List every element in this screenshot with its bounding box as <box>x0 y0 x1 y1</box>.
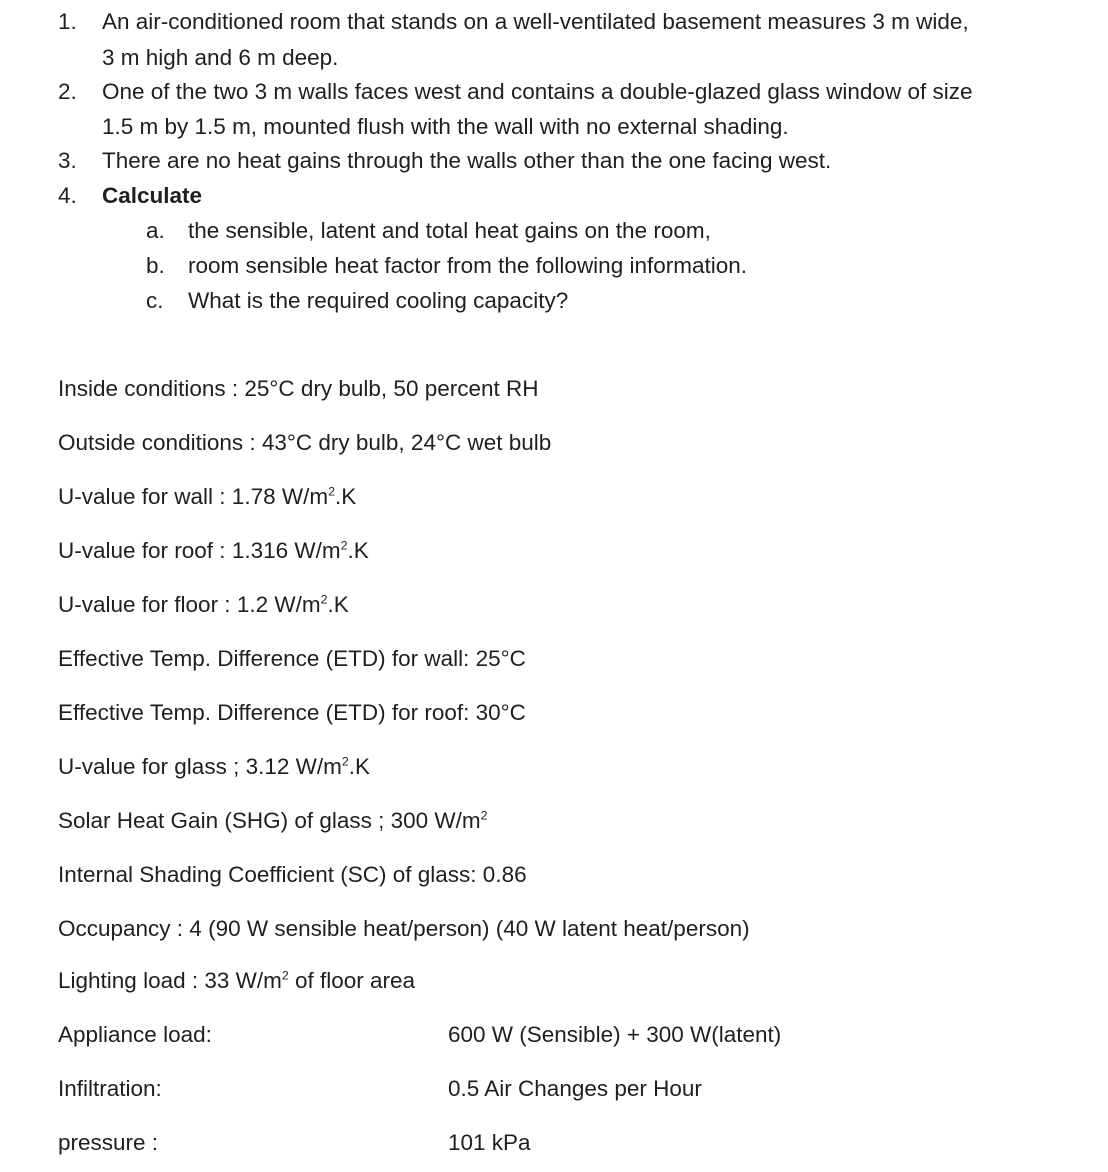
outside-conditions: Outside conditions : 43°C dry bulb, 24°C wet bulb <box>58 430 552 455</box>
list-item-text: 3 m high and 6 m deep. <box>102 45 339 70</box>
occupancy: Occupancy : 4 (90 W sensible heat/person) (40 W latent heat/person) <box>58 916 750 941</box>
sublist-item-text: What is the required cooling capacity? <box>188 288 569 313</box>
pressure-value: 101 kPa <box>448 1130 531 1155</box>
pressure-label: pressure : <box>58 1130 159 1155</box>
calculate-heading: Calculate <box>102 183 203 208</box>
u-value-roof: U-value for roof : 1.316 $W/m^2.K$ <box>58 538 369 563</box>
infiltration-label: Infiltration: <box>58 1076 162 1101</box>
sublist-letter: a. <box>146 218 165 243</box>
lighting-load: Lighting load : 33 $W/m^2$ of floor area <box>58 968 416 993</box>
list-item-text: An air-conditioned room that stands on a well-ventilated basement measures 3 m wide, <box>102 9 969 34</box>
infiltration-value: 0.5 Air Changes per Hour <box>448 1076 702 1101</box>
shading-coefficient: Internal Shading Coefficient (SC) of glass: 0.86 <box>58 862 527 887</box>
u-value-floor: U-value for floor : 1.2 $W/m^2.K$ <box>58 592 349 617</box>
sublist-letter: b. <box>146 253 165 278</box>
list-item-text: There are no heat gains through the walls other than the one facing west. <box>102 148 832 173</box>
etd-wall: Effective Temp. Difference (ETD) for wall: 25°C <box>58 646 526 671</box>
list-item-text: 1.5 m by 1.5 m, mounted flush with the wall with no external shading. <box>102 114 789 139</box>
appliance-load-label: Appliance load: <box>58 1022 212 1047</box>
u-value-glass: U-value for glass ; 3.12 $W/m^2.K$ <box>58 754 370 779</box>
list-number: 4. <box>58 183 77 208</box>
list-number: 2. <box>58 79 77 104</box>
etd-roof: Effective Temp. Difference (ETD) for roof: 30°C <box>58 700 526 725</box>
sublist-item-text: room sensible heat factor from the following information. <box>188 253 748 278</box>
list-number: 1. <box>58 9 77 34</box>
list-item-text: One of the two 3 m walls faces west and contains a double-glazed glass window of size <box>102 79 973 104</box>
u-value-wall: U-value for wall : 1.78 $W/m^2.K$ <box>58 484 357 509</box>
appliance-load-value: 600 W (Sensible) + 300 W(latent) <box>448 1022 782 1047</box>
solar-heat-gain: Solar Heat Gain (SHG) of glass ; 300 $W/m^2$ <box>58 808 488 833</box>
sublist-item-text: the sensible, latent and total heat gains on the room, <box>188 218 711 243</box>
list-number: 3. <box>58 148 77 173</box>
sublist-letter: c. <box>146 288 164 313</box>
inside-conditions: Inside conditions : 25°C dry bulb, 50 percent RH <box>58 376 539 401</box>
